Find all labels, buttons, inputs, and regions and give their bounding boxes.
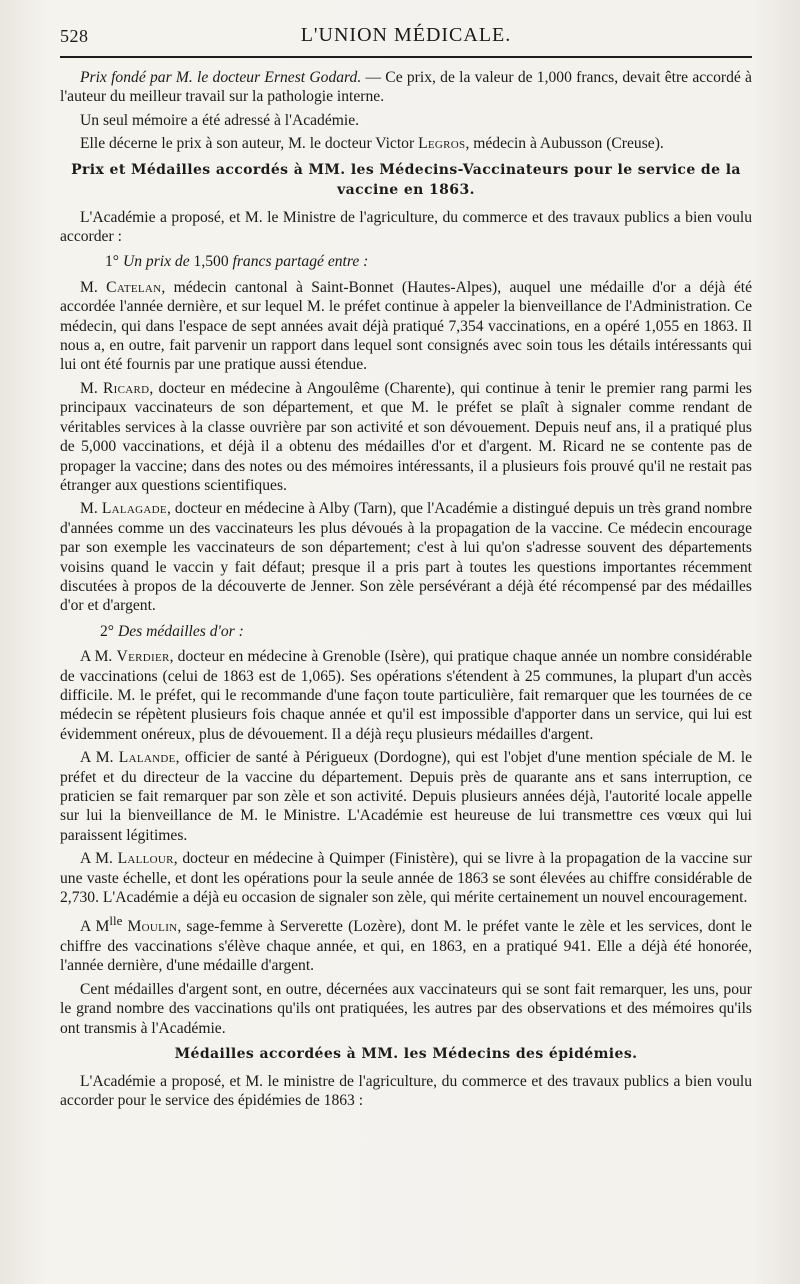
subheading-prize: 1° Un prix de 1,500 francs partagé entre : xyxy=(105,253,369,271)
paragraph-godard-prize: Prix fondé par M. le docteur Ernest Godard. — Ce prix, de la valeur de 1,000 francs, devait être accordé à l'auteur du meilleur travail sur la pathologie interne. xyxy=(60,69,752,106)
page-number: 528 xyxy=(60,26,89,46)
person-name: Ricard xyxy=(102,379,150,397)
running-head xyxy=(60,22,752,50)
paragraph-lallour: A M. Lallour, docteur en médecine à Quimper (Finistère), qui se livre à la propagation de la vaccine sur une vaste échelle, et dont les opérations pour la seule année de 1863 se sont élevées au chiffre considérable de 2,730. L'Académie a déjà eu occasion de signaler son zèle, qui mérite certainement un nouvel encouragement. xyxy=(60,850,752,907)
paragraph-lalande: A M. Lalande, officier de santé à Périgueux (Dordogne), qui est l'objet d'une mention spéciale de M. le préfet et du directeur de la vaccine du département. Depuis près de quarante ans et sans interruption, ce praticien se fait remarquer par son zèle et son activité. Depuis plusieurs années déjà, l'autorité locale appelle sur lui la bienveillance de M. le Ministre. L'Académie est heureuse de lui transmettre ces vœux qui lui paraissent légitimes. xyxy=(60,749,752,844)
paragraph-silver-medals: Cent médailles d'argent sont, en outre, décernées aux vaccinateurs qui se sont fait remarquer, les uns, pour le grand nombre des vaccinations qu'ils ont pratiquées, les autres par des observations et des mémoires qu'ils ont transmis à l'Académie. xyxy=(60,980,752,1037)
subheading-gold-medals: 2° Des médailles d'or : xyxy=(100,622,244,640)
paragraph-catelan: M. Catelan, médecin cantonal à Saint-Bonnet (Hautes-Alpes), auquel une médaille d'or a déjà été accordée l'année dernière, et sur lequel M. le préfet continue à appeler la bienveillance de l'Administration. Ce médecin, qui dans l'espace de sept années avait déjà pratiqué 7,354 vaccinations, en a opéré 1,055 en 1863. Il nous a, en outre, fait parvenir un rapport dans lequel sont consignés avec soin tous les détails intéressants qui lui ont été fournis par une pratique aussi étendue. xyxy=(60,278,752,374)
section-heading-epidemics: Médailles accordées à MM. les Médecins des épidémies. xyxy=(174,1046,638,1063)
paragraph-lalagade: M. Lalagade, docteur en médecine à Alby (Tarn), que l'Académie a distingué depuis un très grand nombre d'années comme un des vaccinateurs les plus dévoués à la propagation de la vaccine. Ce médecin encourage par son exemple les vaccinateurs de son département; c'est à lui qu'on s'adresse souvent des départements voisins quand le vaccin y fait défaut; presque il a pris part à toutes les questions importantes récemment discutées à propos de la découverte de Jenner. Son zèle persévérant a déjà été récompensé par des médailles d'or et d'argent. xyxy=(60,500,752,615)
paragraph-academy-proposal: L'Académie a proposé, et M. le Ministre de l'agriculture, du commerce et des travaux publics a bien voulu accorder : xyxy=(60,208,752,246)
paragraph-prize-awarded: Elle décerne le prix à son auteur, M. le docteur Victor Legros, médecin à Aubusson (Creuse). xyxy=(80,135,664,153)
person-name: Moulin xyxy=(127,918,178,936)
paragraph-moulin: A $M^{lle}$ Moulin, sage-femme à Serverette (Lozère), dont M. le préfet vante le zèle et les services, dont le chiffre des vaccinations s'élève chaque année, et qui, en 1863, en a pratiqué 941. Elle a déjà été honorée, l'année dernière, d'une médaille d'argent. xyxy=(60,913,752,975)
person-name: Lallour xyxy=(117,850,174,868)
prize-title: Prix fondé par M. le docteur Ernest Godard. xyxy=(80,69,362,86)
section-heading-vaccinators: Prix et Médailles accordés à MM. les Médecins-Vaccinateurs pour le service de la vaccine en 1863. xyxy=(71,161,741,198)
person-name: Lalagade xyxy=(101,500,167,518)
person-name: Verdier xyxy=(116,648,170,666)
paragraph-ricard: M. Ricard, docteur en médecine à Angoulême (Charente), qui continue à tenir le premier rang parmi les principaux vaccinateurs de son département, et que M. le préfet se plaît à signaler comme rendant de véritables services à la classe ouvrière par son activité et son dévouement. Depuis neuf ans, il a pratiqué plus de 5,000 vaccinations, et déjà il a obtenu des médailles d'or et d'argent. M. Ricard ne se contente pas de propager la vaccine; dans des notes ou des mémoires intéressants, il a plusieurs fois prouvé qu'il ne restait pas étranger aux questions scientifiques. xyxy=(60,379,752,494)
paragraph-single-memoir: Un seul mémoire a été adressé à l'Académie. xyxy=(80,111,360,129)
paragraph-verdier: A M. Verdier, docteur en médecine à Grenoble (Isère), qui pratique chaque année un nombre considérable de vaccinations (celui de 1863 est de 1,065). Ses opérations s'étendent à 25 communes, la plupart d'un accès difficile. M. le préfet, qui le recommande d'une façon toute particulière, fait remarquer que les tournées de ce médecin se répètent plusieurs fois chaque année et qu'il est impossible d'apporter dans un service, qui lui est évidemment onéreux, plus de dévouement. Il a déjà reçu plusieurs médailles d'argent. xyxy=(60,648,753,743)
header-rule xyxy=(60,56,752,58)
journal-title: L'UNION MÉDICALE. xyxy=(300,24,512,46)
paragraph-epidemics-proposal: L'Académie a proposé, et M. le ministre de l'agriculture, du commerce et des travaux publics a bien voulu accorder pour le service des épidémies de 1863 : xyxy=(60,1073,752,1110)
person-name: Catelan xyxy=(106,278,162,296)
person-name: Legros xyxy=(418,135,466,153)
article-body xyxy=(60,68,752,1111)
person-name: Lalande xyxy=(118,749,176,767)
